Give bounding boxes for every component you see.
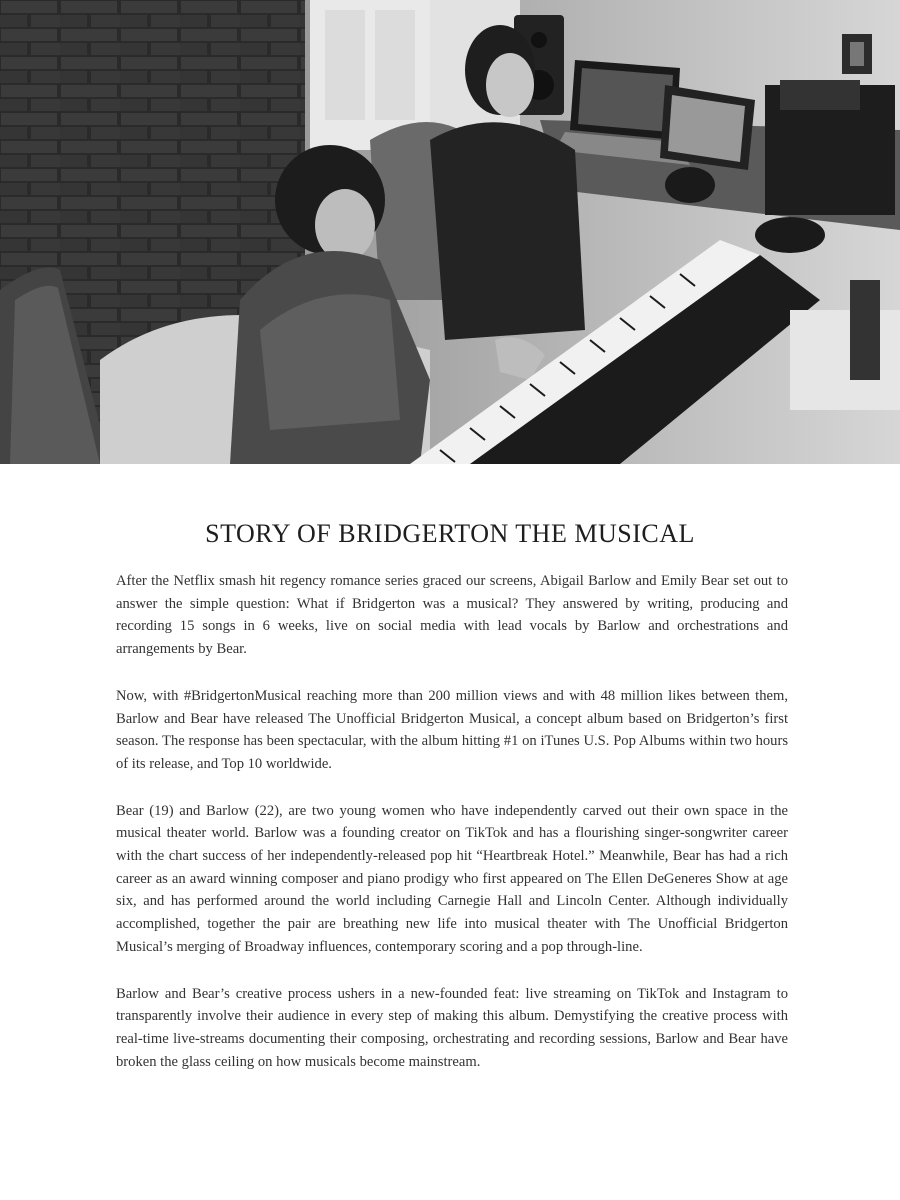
page-title: STORY OF BRIDGERTON THE MUSICAL — [205, 519, 695, 548]
studio-photo — [0, 0, 900, 464]
paragraph: Bear (19) and Barlow (22), are two young women who have independently carved out their own space in the musical theater world. Barlow was a founding creator on TikTok and has a flourishing singer-songwriter career with the chart success of her independently-released pop hit “Heartbreak Hotel.” Meanwhile, Bear has had a rich career as an award winning composer and piano prodigy who first appeared on The Ellen DeGeneres Show at age six, and has performed around the world including Carnegie Hall and Lincoln Center. Although individually accomplished, together the pair are breathing new life into musical theater with The Unofficial Bridgerton Musical’s merging of Broadway influences, contemporary scoring and a pop through-line. — [116, 802, 788, 955]
paragraph: Now, with #BridgertonMusical reaching more than 200 million views and with 48 million likes between them, Barlow and Bear have released The Unofficial Bridgerton Musical, a concept album based on Bridgerton’s first season. The response has been spectacular, with the album hitting #1 on iTunes U.S. Pop Albums within two hours of its release, and Top 10 worldwide. — [116, 687, 788, 772]
article-body — [116, 570, 788, 1097]
paragraph: Barlow and Bear’s creative process ushers in a new-founded feat: live streaming on TikTok and Instagram to transparently involve their audience in every step of making this album. Demystifying the creative process with real-time live-streams documenting their composing, orchestrating and recording sessions, Barlow and Bear have broken the glass ceiling on how musicals become mainstream. — [116, 985, 788, 1070]
paragraph: After the Netflix smash hit regency romance series graced our screens, Abigail Barlow and Emily Bear set out to answer the simple question: What if Bridgerton was a musical? They answered by writing, producing and recording 15 songs in 6 weeks, live on social media with lead vocals by Barlow and orchestrations and arrangements by Bear. — [116, 573, 788, 658]
photo-studio-piano-icon — [0, 0, 900, 464]
